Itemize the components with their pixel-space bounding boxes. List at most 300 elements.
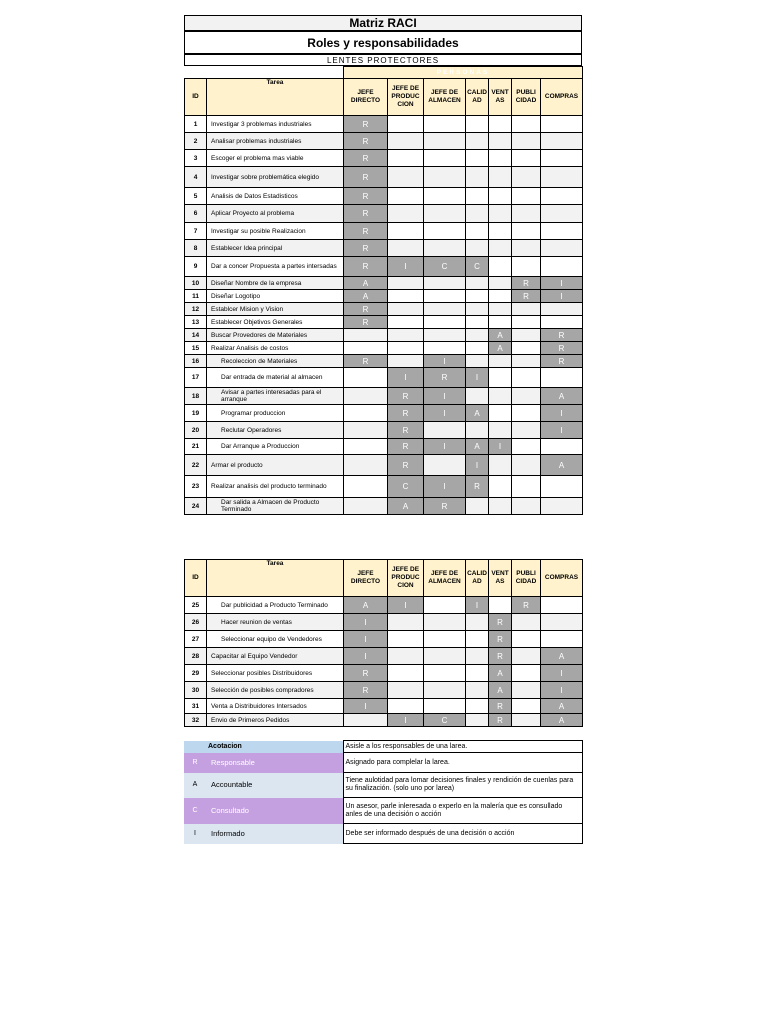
raci-cell: A <box>489 665 512 682</box>
raci-cell <box>466 150 489 167</box>
header-row <box>185 560 583 597</box>
raci-cell <box>388 355 424 368</box>
legend-desc-i: Debe ser informado después de una decisión o acción <box>343 824 582 844</box>
raci-cell <box>489 188 512 205</box>
task-name: Avisar a partes interesadas para el arranque <box>207 388 344 405</box>
legend-desc-r: Asignado para complelar la larea. <box>343 753 582 773</box>
table-row <box>185 205 583 223</box>
raci-cell <box>344 422 388 439</box>
header-role: CALID AD <box>466 560 489 597</box>
task-name: Dar Arranque a Produccion <box>207 439 344 455</box>
raci-cell <box>489 476 512 498</box>
raci-cell <box>489 316 512 329</box>
header-role: CALID AD <box>466 79 489 116</box>
task-id: 2 <box>185 133 207 150</box>
raci-cell <box>512 116 541 133</box>
raci-table-2 <box>184 559 583 727</box>
raci-cell: R <box>512 277 541 290</box>
raci-cell: I <box>388 597 424 614</box>
raci-cell <box>424 682 466 699</box>
raci-cell <box>424 116 466 133</box>
raci-cell <box>466 329 489 342</box>
raci-cell <box>512 682 541 699</box>
table-row <box>185 223 583 240</box>
raci-cell: A <box>466 405 489 422</box>
legend-letter-r: R <box>184 753 206 773</box>
raci-cell: R <box>344 355 388 368</box>
raci-cell: I <box>541 277 583 290</box>
raci-cell: I <box>466 455 489 476</box>
raci-cell: R <box>344 257 388 277</box>
task-id: 4 <box>185 167 207 188</box>
raci-cell: R <box>541 342 583 355</box>
raci-cell: R <box>512 597 541 614</box>
legend-table <box>184 740 583 844</box>
table-1-body <box>185 116 583 515</box>
task-id: 19 <box>185 405 207 422</box>
raci-cell <box>541 116 583 133</box>
raci-cell <box>344 455 388 476</box>
raci-cell <box>466 648 489 665</box>
raci-cell: R <box>489 699 512 714</box>
table-row <box>185 368 583 388</box>
raci-cell <box>424 133 466 150</box>
task-id: 15 <box>185 342 207 355</box>
table-row <box>185 455 583 476</box>
raci-cell <box>489 277 512 290</box>
raci-cell <box>466 167 489 188</box>
raci-cell <box>541 223 583 240</box>
table-row <box>185 597 583 614</box>
raci-cell: I <box>344 631 388 648</box>
legend-letter-c: C <box>184 798 206 824</box>
legend-header: Acotacion <box>206 741 343 753</box>
raci-cell: A <box>489 342 512 355</box>
raci-cell <box>388 303 424 316</box>
task-name: Programar produccion <box>207 405 344 422</box>
raci-cell: I <box>541 665 583 682</box>
raci-cell: I <box>541 405 583 422</box>
legend-letter-a: A <box>184 773 206 798</box>
raci-cell <box>512 439 541 455</box>
raci-cell <box>466 277 489 290</box>
raci-cell: I <box>344 648 388 665</box>
raci-cell <box>489 405 512 422</box>
raci-cell <box>541 631 583 648</box>
raci-cell <box>466 240 489 257</box>
task-id: 17 <box>185 368 207 388</box>
task-id: 5 <box>185 188 207 205</box>
raci-cell: R <box>344 188 388 205</box>
raci-cell: R <box>344 116 388 133</box>
task-name: Establecer Objetivos Generales <box>207 316 344 329</box>
raci-cell: R <box>388 439 424 455</box>
raci-cell <box>344 714 388 727</box>
raci-cell <box>388 205 424 223</box>
raci-cell <box>388 116 424 133</box>
raci-cell <box>512 240 541 257</box>
table-row <box>185 342 583 355</box>
header-row <box>185 79 583 116</box>
raci-cell <box>541 614 583 631</box>
raci-cell <box>512 150 541 167</box>
task-id: 6 <box>185 205 207 223</box>
header-role: COMPRAS <box>541 79 583 116</box>
raci-cell: R <box>541 355 583 368</box>
task-id: 26 <box>185 614 207 631</box>
raci-cell <box>466 682 489 699</box>
raci-cell: I <box>424 439 466 455</box>
raci-cell <box>541 316 583 329</box>
task-name: Investigar 3 problemas industriales <box>207 116 344 133</box>
task-id: 12 <box>185 303 207 316</box>
raci-cell: R <box>541 329 583 342</box>
task-id: 23 <box>185 476 207 498</box>
raci-cell <box>424 614 466 631</box>
raci-cell <box>344 342 388 355</box>
raci-cell <box>541 303 583 316</box>
raci-cell <box>424 303 466 316</box>
raci-cell <box>466 205 489 223</box>
task-id: 14 <box>185 329 207 342</box>
raci-cell: I <box>541 682 583 699</box>
raci-cell <box>466 355 489 368</box>
raci-cell <box>466 388 489 405</box>
raci-cell <box>388 240 424 257</box>
raci-cell <box>512 329 541 342</box>
raci-cell <box>424 665 466 682</box>
raci-cell <box>424 329 466 342</box>
raci-cell <box>541 240 583 257</box>
raci-cell: R <box>344 167 388 188</box>
legend-desc-a: Tiene aulotidad para lomar decisiones finales y rendición de cuenlas para su finalización. (solo uno por larea) <box>343 773 582 798</box>
task-id: 27 <box>185 631 207 648</box>
table-row <box>185 388 583 405</box>
task-name: Envio de Primeros Pedidos <box>207 714 344 727</box>
task-id: 3 <box>185 150 207 167</box>
raci-cell <box>512 355 541 368</box>
raci-cell: R <box>489 631 512 648</box>
raci-cell <box>388 699 424 714</box>
raci-cell <box>489 388 512 405</box>
task-name: Hacer reunion de ventas <box>207 614 344 631</box>
raci-cell <box>489 303 512 316</box>
raci-cell <box>466 133 489 150</box>
raci-cell <box>489 498 512 515</box>
raci-cell <box>489 205 512 223</box>
task-name: Diseñar Nombre de la empresa <box>207 277 344 290</box>
raci-cell <box>466 316 489 329</box>
task-name: Dar entrada de material al almacen <box>207 368 344 388</box>
raci-cell <box>541 257 583 277</box>
raci-cell: I <box>424 388 466 405</box>
raci-cell <box>541 188 583 205</box>
header-role: COMPRAS <box>541 560 583 597</box>
task-name: Establecer Idea principal <box>207 240 344 257</box>
task-id: 8 <box>185 240 207 257</box>
table-row <box>185 498 583 515</box>
raci-cell: R <box>489 714 512 727</box>
raci-cell <box>466 303 489 316</box>
raci-cell <box>512 205 541 223</box>
raci-cell <box>466 714 489 727</box>
task-name: Analisis de Datos Estadisticos <box>207 188 344 205</box>
raci-cell <box>489 422 512 439</box>
raci-cell <box>466 498 489 515</box>
task-id: 32 <box>185 714 207 727</box>
table-row <box>185 167 583 188</box>
task-id: 29 <box>185 665 207 682</box>
raci-cell: R <box>466 476 489 498</box>
raci-cell <box>344 368 388 388</box>
table-row <box>185 699 583 714</box>
raci-cell <box>512 665 541 682</box>
raci-cell <box>489 355 512 368</box>
raci-cell: R <box>512 290 541 303</box>
raci-cell: I <box>541 290 583 303</box>
raci-cell: I <box>344 614 388 631</box>
table-2-body <box>185 597 583 727</box>
raci-cell: A <box>344 597 388 614</box>
raci-cell <box>489 368 512 388</box>
raci-cell: R <box>388 388 424 405</box>
task-id: 31 <box>185 699 207 714</box>
header-role: JEFE DIRECTO <box>344 560 388 597</box>
raci-cell <box>512 167 541 188</box>
task-id: 22 <box>185 455 207 476</box>
header-task: Tarea <box>207 79 344 116</box>
raci-cell: I <box>388 368 424 388</box>
raci-cell: R <box>344 133 388 150</box>
raci-cell <box>466 422 489 439</box>
raci-cell <box>489 116 512 133</box>
raci-cell <box>512 455 541 476</box>
raci-cell <box>344 388 388 405</box>
raci-cell <box>466 699 489 714</box>
table-row <box>185 290 583 303</box>
raci-cell <box>512 342 541 355</box>
raci-cell: R <box>388 405 424 422</box>
raci-cell <box>424 342 466 355</box>
raci-cell: C <box>424 257 466 277</box>
raci-cell <box>424 188 466 205</box>
raci-cell <box>388 342 424 355</box>
raci-cell: A <box>541 699 583 714</box>
raci-cell <box>489 150 512 167</box>
task-id: 20 <box>185 422 207 439</box>
raci-cell <box>541 133 583 150</box>
header-task: Tarea <box>207 560 344 597</box>
raci-cell <box>424 150 466 167</box>
legend-letter-i: I <box>184 824 206 844</box>
table-row <box>185 476 583 498</box>
table-row <box>185 682 583 699</box>
table-row <box>185 648 583 665</box>
legend-label-consultado: Consultado <box>206 798 343 824</box>
raci-cell: I <box>489 439 512 455</box>
header-role: PUBLI CIDAD <box>512 79 541 116</box>
raci-cell <box>466 116 489 133</box>
raci-cell: R <box>344 205 388 223</box>
table-row <box>185 329 583 342</box>
raci-cell <box>512 631 541 648</box>
raci-cell <box>512 422 541 439</box>
task-name: Seleccionar equipo de Vendedores <box>207 631 344 648</box>
project-name: LENTES PROTECTORES <box>184 54 582 66</box>
raci-cell: A <box>489 329 512 342</box>
raci-cell <box>388 223 424 240</box>
raci-cell <box>512 498 541 515</box>
raci-cell <box>424 631 466 648</box>
header-role: JEFE DE PRODUC CION <box>388 79 424 116</box>
raci-cell <box>388 277 424 290</box>
raci-cell <box>424 699 466 714</box>
raci-cell: R <box>489 648 512 665</box>
raci-cell <box>541 205 583 223</box>
raci-cell: A <box>466 439 489 455</box>
task-id: 21 <box>185 439 207 455</box>
raci-cell <box>512 648 541 665</box>
raci-cell <box>424 422 466 439</box>
raci-cell <box>541 597 583 614</box>
raci-cell <box>424 597 466 614</box>
table-row <box>185 422 583 439</box>
raci-cell <box>424 455 466 476</box>
raci-cell <box>512 188 541 205</box>
raci-cell: I <box>466 368 489 388</box>
raci-cell <box>388 133 424 150</box>
raci-cell <box>512 405 541 422</box>
raci-cell <box>388 682 424 699</box>
raci-cell <box>466 665 489 682</box>
raci-cell: A <box>541 388 583 405</box>
raci-cell <box>512 476 541 498</box>
raci-cell: I <box>424 476 466 498</box>
raci-cell: I <box>388 257 424 277</box>
raci-cell <box>512 368 541 388</box>
raci-cell <box>489 240 512 257</box>
table-row <box>185 631 583 648</box>
raci-cell: A <box>388 498 424 515</box>
raci-cell <box>512 257 541 277</box>
table-row <box>185 150 583 167</box>
raci-cell <box>489 223 512 240</box>
table-row <box>185 240 583 257</box>
header-id: ID <box>185 79 207 116</box>
raci-cell <box>466 614 489 631</box>
raci-cell <box>512 133 541 150</box>
table-row <box>185 714 583 727</box>
raci-cell <box>388 665 424 682</box>
table-row <box>185 116 583 133</box>
task-name: Recoleccion de Materiales <box>207 355 344 368</box>
persons-header: PERSONAS <box>344 67 583 79</box>
raci-cell: I <box>466 597 489 614</box>
raci-cell: R <box>344 682 388 699</box>
raci-cell <box>424 290 466 303</box>
task-id: 28 <box>185 648 207 665</box>
raci-cell <box>466 342 489 355</box>
table-row <box>185 355 583 368</box>
raci-cell: C <box>424 714 466 727</box>
raci-cell <box>424 223 466 240</box>
raci-cell: I <box>344 699 388 714</box>
raci-cell <box>344 498 388 515</box>
table-row <box>185 665 583 682</box>
raci-cell <box>424 167 466 188</box>
raci-cell: R <box>344 303 388 316</box>
raci-cell <box>344 439 388 455</box>
task-name: Investigar su posible Realizacion <box>207 223 344 240</box>
task-id: 24 <box>185 498 207 515</box>
raci-cell <box>541 476 583 498</box>
legend-desc-c: Un asesor, parle inleresada o experlo en la malería que es consullado anles de una decisión o acción <box>343 798 582 824</box>
task-name: Seleccionar posibles Distribuidores <box>207 665 344 682</box>
table-row <box>185 316 583 329</box>
task-id: 25 <box>185 597 207 614</box>
raci-cell: R <box>489 614 512 631</box>
raci-cell: I <box>424 355 466 368</box>
raci-cell <box>388 648 424 665</box>
raci-cell <box>466 188 489 205</box>
raci-cell <box>512 303 541 316</box>
legend-label-responsable: Responsable <box>206 753 343 773</box>
table-row <box>185 614 583 631</box>
task-name: Capacitar al Equipo Vendedor <box>207 648 344 665</box>
raci-table-1 <box>184 66 583 515</box>
task-name: Dar publicidad a Producto Terminado <box>207 597 344 614</box>
task-id: 13 <box>185 316 207 329</box>
raci-cell <box>541 439 583 455</box>
raci-cell <box>388 290 424 303</box>
raci-cell: R <box>344 665 388 682</box>
raci-cell <box>424 240 466 257</box>
raci-cell <box>512 714 541 727</box>
task-id: 7 <box>185 223 207 240</box>
task-name: Venta a Distribuidores Intersados <box>207 699 344 714</box>
raci-cell: A <box>541 455 583 476</box>
raci-cell <box>388 329 424 342</box>
matrix-title: Matriz RACI <box>184 15 582 31</box>
raci-cell: I <box>541 422 583 439</box>
raci-cell <box>541 498 583 515</box>
task-name: Armar el producto <box>207 455 344 476</box>
raci-cell: I <box>424 405 466 422</box>
raci-cell <box>512 388 541 405</box>
task-id: 18 <box>185 388 207 405</box>
task-id: 1 <box>185 116 207 133</box>
table-row <box>185 405 583 422</box>
task-id: 10 <box>185 277 207 290</box>
header-id: ID <box>185 560 207 597</box>
raci-cell: R <box>388 422 424 439</box>
raci-cell <box>489 290 512 303</box>
raci-cell: A <box>489 682 512 699</box>
header-role: JEFE DE PRODUC CION <box>388 560 424 597</box>
task-name: Reclutar Operadores <box>207 422 344 439</box>
raci-cell: A <box>541 714 583 727</box>
raci-cell <box>512 316 541 329</box>
raci-cell <box>388 167 424 188</box>
raci-cell <box>489 167 512 188</box>
legend-label-accountable: Accountable <box>206 773 343 798</box>
task-name: Diseñar Logotipo <box>207 290 344 303</box>
matrix-subtitle: Roles y responsabilidades <box>184 31 582 54</box>
raci-cell: I <box>388 714 424 727</box>
raci-cell: R <box>388 455 424 476</box>
raci-cell: R <box>344 316 388 329</box>
raci-cell <box>489 597 512 614</box>
